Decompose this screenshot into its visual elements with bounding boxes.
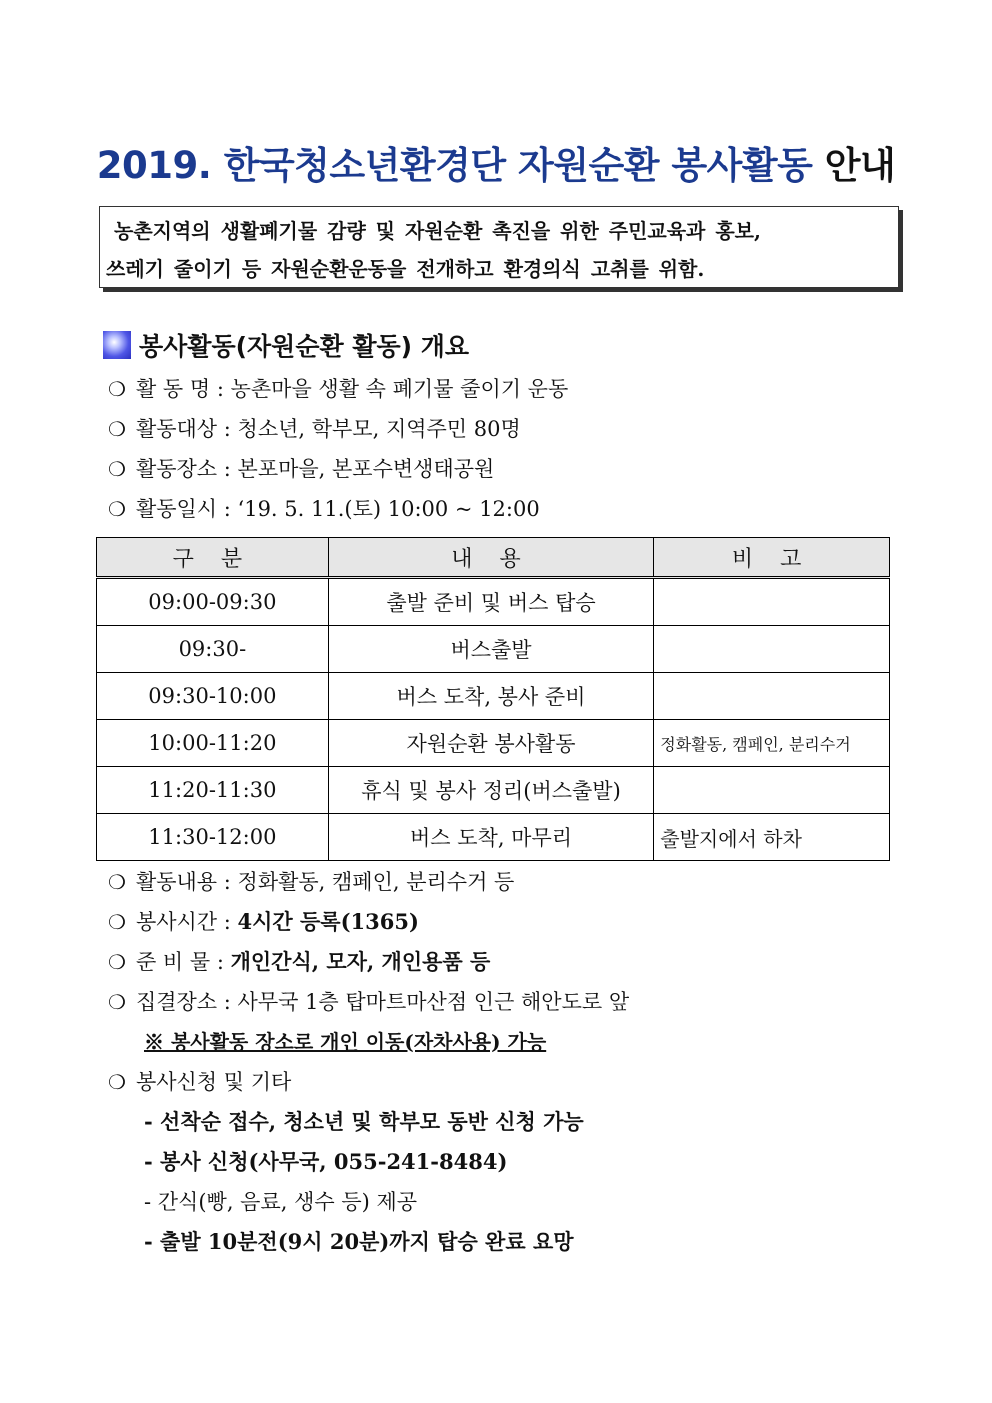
overview-label: 활동장소 [135, 457, 218, 481]
other-list-item: - 출발 10분전(9시 20분)까지 탑승 완료 요망 [144, 1229, 574, 1254]
cell-time: 10:00-11:20 [97, 720, 329, 767]
other-heading-text: 봉사신청 및 기타 [135, 1070, 292, 1094]
other-list-item: - 선착순 접수, 청소년 및 학부모 동반 신청 가능 [144, 1109, 584, 1134]
cell-content: 버스출발 [328, 626, 654, 673]
column-header-note: 비 고 [654, 538, 890, 578]
cell-content: 휴식 및 봉사 정리(버스출발) [328, 767, 654, 814]
cell-note: 정화활동, 캠페인, 분리수거 [654, 720, 890, 767]
page-title [0, 135, 992, 189]
overview-label: 활동일시 [135, 497, 218, 521]
detail-separator: : [217, 870, 238, 894]
overview-separator: : [217, 457, 238, 481]
column-header-time: 구 분 [97, 538, 329, 578]
table-row [97, 626, 890, 673]
detail-separator: : [217, 990, 238, 1014]
overview-value: 청소년, 학부모, 지역주민 80명 [237, 417, 521, 441]
detail-value: 사무국 1층 탑마트마산점 인근 해안도로 앞 [237, 990, 630, 1014]
detail-separator: : [217, 910, 238, 934]
other-list-item: - 봉사 신청(사무국, 055-241-8484) [144, 1149, 508, 1174]
overview-separator: : [210, 377, 231, 401]
purpose-line-2: 쓰레기 줄이기 등 자원순환운동을 전개하고 환경의식 고취를 위함. [106, 257, 705, 281]
table-row [97, 720, 890, 767]
cell-time: 09:00-09:30 [97, 578, 329, 626]
other-heading [108, 1066, 291, 1096]
cell-content: 자원순환 봉사활동 [328, 720, 654, 767]
section-heading [103, 327, 469, 363]
schedule-table [96, 537, 890, 861]
detail-item [108, 906, 419, 936]
circle-bullet-icon: ❍ [108, 377, 126, 401]
detail-value: 정화활동, 캠페인, 분리수거 등 [237, 870, 515, 894]
cell-note [654, 626, 890, 673]
square-bullet-icon [103, 331, 131, 359]
detail-label: 봉사시간 [135, 910, 218, 934]
detail-item [108, 986, 629, 1016]
circle-bullet-icon: ❍ [108, 870, 126, 894]
section-heading-text: 봉사활동(자원순환 활동) 개요 [139, 332, 470, 361]
overview-item [108, 493, 540, 523]
detail-value: 4시간 등록(1365) [237, 909, 419, 934]
cell-content: 출발 준비 및 버스 탑승 [328, 578, 654, 626]
purpose-box [99, 206, 899, 288]
detail-item [108, 946, 490, 976]
overview-label: 활동대상 [135, 417, 218, 441]
circle-bullet-icon: ❍ [108, 910, 126, 934]
cell-content: 버스 도착, 봉사 준비 [328, 673, 654, 720]
detail-value: 개인간식, 모자, 개인용품 등 [230, 949, 491, 974]
overview-label: 활 동 명 [135, 377, 211, 401]
cell-time: 09:30-10:00 [97, 673, 329, 720]
cell-note [654, 767, 890, 814]
circle-bullet-icon: ❍ [108, 950, 126, 974]
overview-value: ‘19. 5. 11.(토) 10:00 ~ 12:00 [237, 497, 540, 521]
overview-value: 농촌마을 생활 속 폐기물 줄이기 운동 [230, 377, 569, 401]
cell-time: 11:30-12:00 [97, 814, 329, 861]
overview-item [108, 373, 568, 403]
other-list-item: - 간식(빵, 음료, 생수 등) 제공 [144, 1190, 418, 1214]
overview-separator: : [217, 497, 238, 521]
table-row [97, 673, 890, 720]
overview-item [108, 453, 494, 483]
overview-value: 본포마을, 본포수변생태공원 [237, 457, 495, 481]
table-row [97, 767, 890, 814]
detail-separator: : [210, 950, 231, 974]
notice-text: ※ 봉사활동 장소로 개인 이동(자차사용) 가능 [144, 1030, 547, 1054]
column-header-content: 내 용 [328, 538, 654, 578]
circle-bullet-icon: ❍ [108, 497, 126, 521]
table-row [97, 814, 890, 861]
cell-content: 버스 도착, 마무리 [328, 814, 654, 861]
cell-note [654, 578, 890, 626]
overview-separator: : [217, 417, 238, 441]
title-suffix: 안내 [824, 144, 896, 187]
cell-note: 출발지에서 하차 [654, 814, 890, 861]
cell-note [654, 673, 890, 720]
detail-item [108, 866, 514, 896]
cell-time: 11:20-11:30 [97, 767, 329, 814]
circle-bullet-icon: ❍ [108, 417, 126, 441]
overview-item [108, 413, 521, 443]
table-header-row [97, 538, 890, 578]
circle-bullet-icon: ❍ [108, 1070, 126, 1094]
table-row [97, 578, 890, 626]
circle-bullet-icon: ❍ [108, 990, 126, 1014]
detail-label: 준 비 물 [135, 950, 211, 974]
purpose-line-1: 농촌지역의 생활폐기물 감량 및 자원순환 촉진을 위한 주민교육과 홍보, [114, 219, 761, 243]
cell-time: 09:30- [97, 626, 329, 673]
title-main: 2019. 한국청소년환경단 자원순환 봉사활동 [96, 144, 813, 187]
circle-bullet-icon: ❍ [108, 457, 126, 481]
detail-label: 집결장소 [135, 990, 218, 1014]
detail-label: 활동내용 [135, 870, 218, 894]
